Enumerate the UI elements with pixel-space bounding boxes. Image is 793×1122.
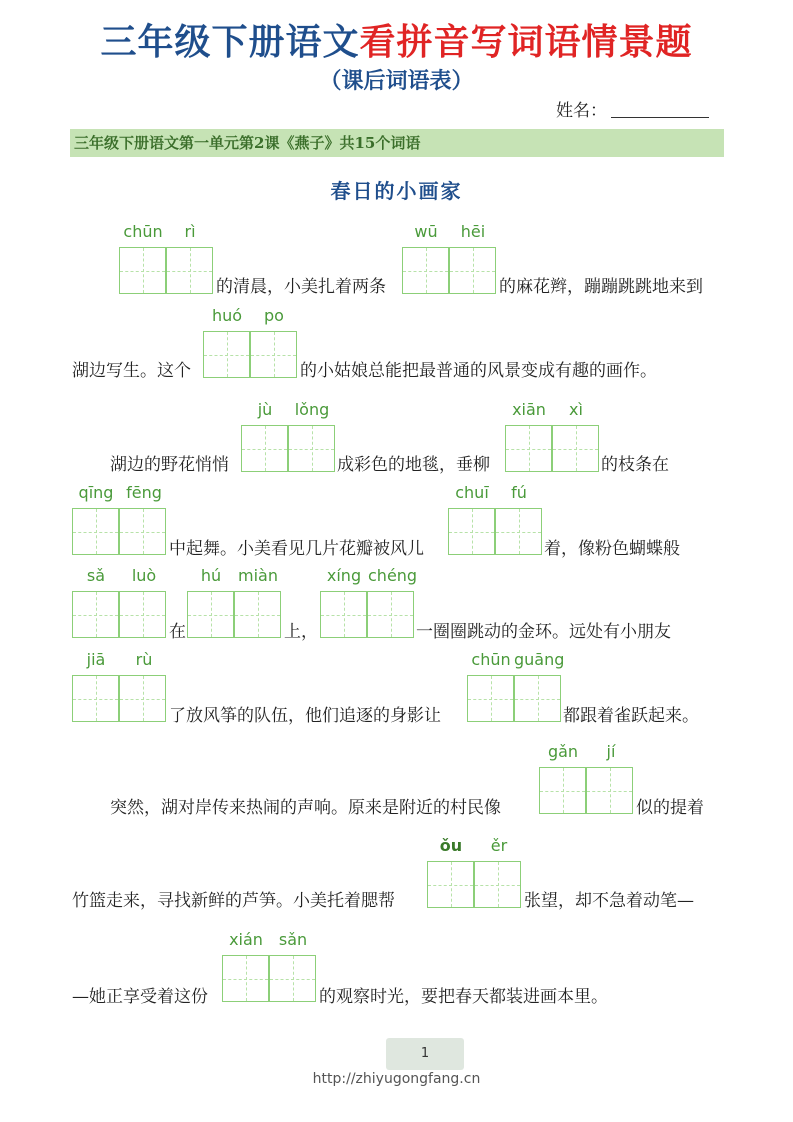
name-label: 姓名： [556,101,607,121]
answer-cell[interactable] [552,425,599,472]
pinyin-label: chūn [123,222,163,241]
lesson-bar: 三年级下册语文第一单元第2课《燕子》共15个词语 [70,129,724,157]
pinyin-label: lǒng [294,400,330,419]
pinyin-label: sǎ [86,566,106,585]
pinyin-label: luò [131,566,157,585]
pinyin-label: fēng [126,483,162,502]
page-number: 1 [386,1038,464,1070]
pinyin-label: jí [606,742,616,761]
answer-cell[interactable] [72,508,119,555]
story-text: 成彩色的地毯，垂柳 [337,455,490,475]
story-heading: 春日的小画家 [330,179,463,203]
story-text: 上， [284,622,318,642]
story-text: 湖边的野花悄悄 [110,455,229,475]
story-text: 突然，湖对岸传来热闹的声响。原来是附近的村民像 [110,798,501,818]
answer-cell[interactable] [320,591,367,638]
pinyin-label: xíng [326,566,362,585]
answer-cell[interactable] [119,247,166,294]
story-text: 的清晨，小美扎着两条 [216,277,386,297]
story-text: —她正享受着这份 [72,987,208,1007]
answer-cell[interactable] [448,508,495,555]
pinyin-label: wū [414,222,438,241]
answer-cell[interactable] [187,591,234,638]
answer-cell[interactable] [241,425,288,472]
story-text: 的枝条在 [601,455,669,475]
pinyin-label: sǎn [278,930,308,949]
pinyin-label: hú [200,566,222,585]
story-text: 张望，却不急着动笔— [524,891,694,911]
answer-cell[interactable] [539,767,586,814]
story-text: 的小姑娘总能把最普通的风景变成有趣的画作。 [300,361,657,381]
name-field[interactable] [556,96,709,121]
pinyin-label: hēi [460,222,486,241]
pinyin-label: qīng [78,483,114,502]
pinyin-label: chuī [455,483,489,502]
answer-cell[interactable] [234,591,281,638]
pinyin-label: gǎn [547,742,579,761]
page-subtitle: （课后词语表） [319,68,474,94]
answer-cell[interactable] [514,675,561,722]
answer-cell[interactable] [505,425,552,472]
pinyin-label: jiā [86,650,106,669]
story-text: 竹篮走来，寻找新鲜的芦笋。小美托着腮帮 [72,891,395,911]
answer-cell[interactable] [119,591,166,638]
answer-cell[interactable] [72,675,119,722]
pinyin-label: xì [569,400,583,419]
story-text: 都跟着雀跃起来。 [563,706,699,726]
pinyin-label: rù [135,650,153,669]
pinyin-label: po [264,306,284,325]
story-text: 湖边写生。这个 [72,361,191,381]
pinyin-label: ǒu [439,836,463,855]
pinyin-label: chéng [368,566,418,585]
story-text: 中起舞。小美看见几片花瓣被风儿 [169,539,424,559]
story-text: 的观察时光，要把春天都装进画本里。 [319,987,608,1007]
pinyin-label: chūn [471,650,511,669]
pinyin-label: fú [511,483,527,502]
story-text: 了放风筝的队伍，他们追逐的身影让 [169,706,441,726]
answer-cell[interactable] [119,675,166,722]
name-blank[interactable] [611,103,709,118]
pinyin-label: jù [257,400,273,419]
story-text: 的麻花辫，蹦蹦跳跳地来到 [499,277,703,297]
pinyin-label: ěr [490,836,508,855]
answer-cell[interactable] [367,591,414,638]
pinyin-label: xiān [512,400,546,419]
answer-cell[interactable] [166,247,213,294]
story-text: 似的提着 [636,798,704,818]
pinyin-label: miàn [238,566,278,585]
story-text: 在 [169,622,186,642]
answer-cell[interactable] [269,955,316,1002]
answer-cell[interactable] [402,247,449,294]
answer-cell[interactable] [72,591,119,638]
answer-cell[interactable] [449,247,496,294]
answer-cell[interactable] [427,861,474,908]
pinyin-label: guāng [514,650,565,669]
pinyin-label: xián [229,930,263,949]
answer-cell[interactable] [586,767,633,814]
page-title: 三年级下册语文看拼音写词语情景题 [100,21,693,63]
site-url[interactable]: http://zhiyugongfang.cn [312,1071,481,1087]
story-text: 着，像粉色蝴蝶般 [544,539,680,559]
answer-cell[interactable] [495,508,542,555]
answer-cell[interactable] [119,508,166,555]
story-text: 一圈圈跳动的金环。远处有小朋友 [416,622,671,642]
answer-cell[interactable] [203,331,250,378]
answer-cell[interactable] [288,425,335,472]
answer-cell[interactable] [222,955,269,1002]
answer-cell[interactable] [467,675,514,722]
pinyin-label: rì [184,222,196,241]
pinyin-label: huó [211,306,243,325]
answer-cell[interactable] [250,331,297,378]
answer-cell[interactable] [474,861,521,908]
